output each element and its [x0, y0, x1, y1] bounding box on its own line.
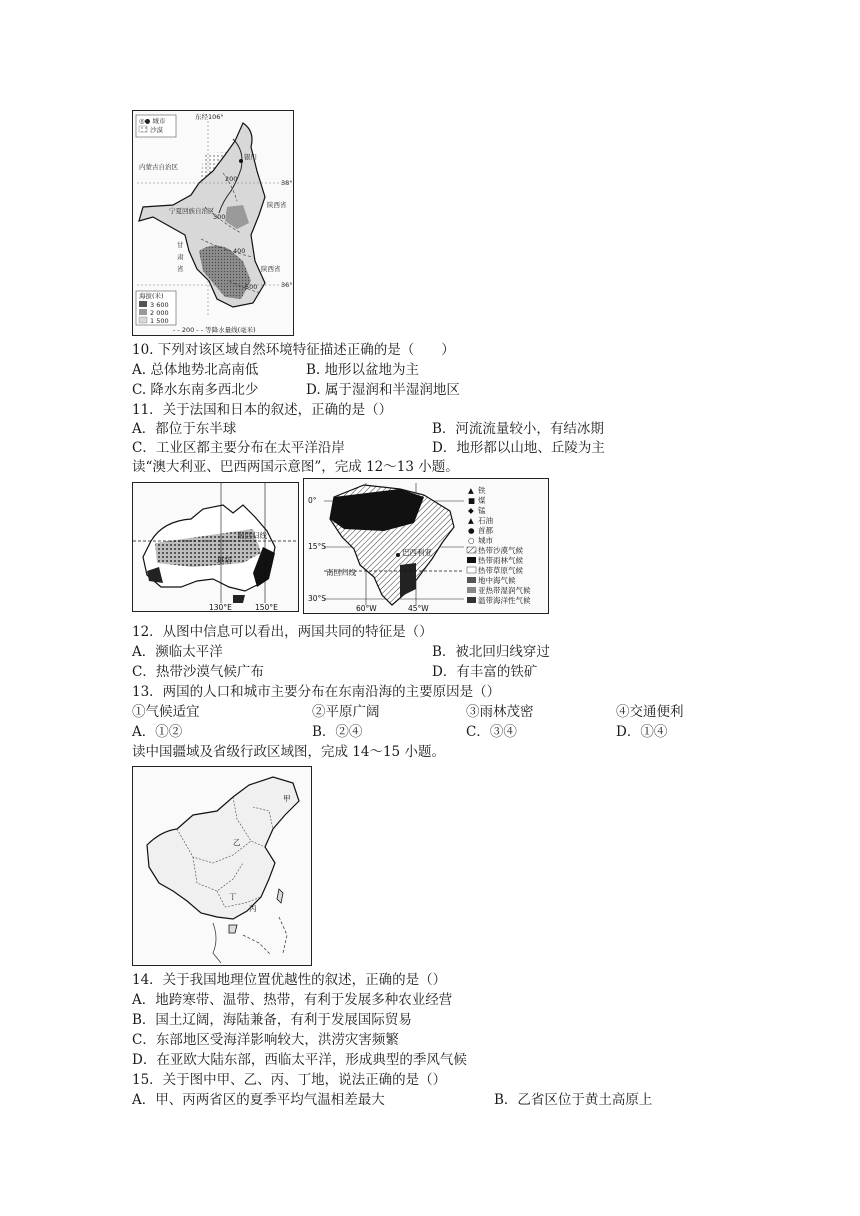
label-inner-mongolia: 内蒙古自治区 [139, 163, 178, 171]
label-ningxia: 宁夏回族自治区 [169, 207, 215, 215]
question-11-stem: 11．关于法国和日本的叙述，正确的是（） [132, 402, 393, 418]
q14-option-a: A．地跨寒带、温带、热带，有利于发展多种农业经营 [132, 992, 453, 1008]
legend-item: 石油 [478, 516, 493, 525]
city-yinchuan: 银川 [244, 153, 257, 161]
legend-desert: 沙漠 [150, 126, 163, 134]
legend-item: 铁 [478, 486, 486, 495]
q13-statement-3: ③雨林茂密 [466, 704, 534, 720]
label-tropic-capricorn-b: 南回归线 [326, 568, 356, 577]
question-10-stem: 10. 下列对该区域自然环境特征描述正确的是（ ） [132, 342, 455, 358]
q14-option-d: D．在亚欧大陆东部，西临太平洋，形成典型的季风气候 [132, 1052, 467, 1068]
china-map-figure [132, 766, 312, 966]
q12-option-a: A．濒临太平洋 [132, 644, 223, 660]
legend-city: ◎● 城市 [139, 117, 166, 125]
legend-item: 热带雨林气候 [478, 556, 523, 565]
legend-symbol-icon: ■ [468, 496, 476, 505]
label-brasilia: 巴西利亚 [402, 548, 432, 557]
q13-statement-4: ④交通便利 [616, 704, 684, 720]
brazil-map-figure [303, 478, 549, 614]
label-gansu-1: 甘 [177, 241, 184, 249]
legend-item: 城市 [478, 536, 493, 545]
q14-option-c: C．东部地区受海洋影响较大，洪涝灾害频繁 [132, 1032, 399, 1048]
q13-option-c: C．③④ [466, 724, 517, 740]
legend-symbol-icon: ▲ [468, 516, 474, 525]
elevation-value: 1 500 [150, 317, 169, 325]
isohyet-400: 400 [233, 247, 246, 255]
isohyet-500: 500 [245, 283, 258, 291]
label-gansu-3: 省 [177, 265, 184, 273]
q10-option-a: A. 总体地势北高南低 [132, 362, 259, 378]
map-legend [467, 485, 531, 605]
legend-item: 亚热带湿润气候 [478, 586, 531, 595]
label-ding: 丁 [229, 892, 237, 901]
label-tropic-capricorn: 南回归线 [237, 531, 267, 540]
label-jia: 甲 [283, 794, 291, 803]
q13-option-a: A．①② [132, 724, 183, 740]
intro-12-13: 读“澳大利亚、巴西两国示意图”，完成 12～13 小题。 [132, 459, 459, 475]
label-shaanxi-a: 陕西省 [267, 201, 287, 209]
q12-option-c: C．热带沙漠气候广布 [132, 664, 264, 680]
q11-option-c: C．工业区都主要分布在太平洋沿岸 [132, 440, 345, 456]
label-bing: 丙 [249, 904, 257, 913]
q15-option-a: A．甲、丙两省区的夏季平均气温相差最大 [132, 1092, 385, 1108]
q11-option-a: A．都位于东半球 [132, 421, 237, 437]
q10-option-c: C. 降水东南多西北少 [132, 382, 259, 398]
label-45w: 45°W [408, 604, 429, 613]
australia-map-figure [132, 482, 299, 612]
isohyet-legend: - - 200 - - 等降水量线(毫米) [173, 326, 256, 334]
label-150e: 150°E [255, 603, 278, 611]
lat-36: 36° [281, 281, 293, 289]
label-shaanxi-b: 陕西省 [261, 265, 281, 273]
legend-item: 首都 [478, 526, 493, 535]
q14-option-b: B．国土辽阔，海陆兼备，有利于发展国际贸易 [132, 1012, 412, 1028]
q13-statement-2: ②平原广阔 [312, 704, 380, 720]
legend-item: 地中海气候 [478, 576, 516, 585]
isohyet-300: 300 [213, 213, 226, 221]
legend-symbol-icon: ○ [468, 536, 475, 545]
elevation-value: 2 000 [150, 309, 169, 317]
question-13-stem: 13．两国的人口和城市主要分布在东南沿海的主要原因是（） [132, 684, 501, 700]
legend-symbol-icon: ▲ [468, 486, 474, 495]
question-12-stem: 12．从图中信息可以看出，两国共同的特征是（） [132, 624, 433, 640]
ningxia-map-figure [132, 110, 294, 336]
legend-symbol-icon: ◆ [468, 506, 474, 515]
label-yi: 乙 [233, 838, 241, 847]
legend-item: 锰 [478, 506, 486, 515]
q12-option-d: D．有丰富的铁矿 [432, 664, 538, 680]
label-60w: 60°W [356, 604, 377, 613]
label-gansu-2: 肃 [177, 253, 184, 261]
legend-symbol-icon: ● [468, 526, 475, 535]
intro-14-15: 读中国疆域及省级行政区域图，完成 14～15 小题。 [132, 744, 445, 760]
label-130e: 130°E [209, 603, 232, 611]
legend-item: 煤 [478, 496, 486, 505]
q10-option-b: B. 地形以盆地为主 [306, 362, 420, 378]
q13-option-b: B．②④ [312, 724, 363, 740]
legend-item: 热带草原气候 [478, 566, 523, 575]
q12-option-b: B．被北回归线穿过 [432, 644, 550, 660]
label-15s: 15°S [308, 542, 327, 551]
q11-option-b: B．河流流量较小，有结冰期 [432, 421, 604, 437]
legend-item: 温带海洋性气候 [478, 596, 531, 605]
elevation-legend-title: 海拔(米) [139, 292, 164, 300]
q13-statement-1: ①气候适宜 [132, 704, 200, 720]
elevation-value: 3 600 [150, 301, 169, 309]
isohyet-200: 200 [225, 175, 238, 183]
q13-option-d: D．①④ [616, 724, 668, 740]
q15-option-b: B．乙省区位于黄土高原上 [494, 1092, 653, 1108]
question-14-stem: 14．关于我国地理位置优越性的叙述，正确的是（） [132, 972, 447, 988]
label-0-deg: 0° [308, 496, 317, 505]
legend-item: 热带沙漠气候 [478, 546, 523, 555]
question-15-stem: 15．关于图中甲、乙、丙、丁地，说法正确的是（） [132, 1072, 447, 1088]
label-30s: 30°S [308, 594, 327, 603]
longitude-label: 东经106° [195, 113, 224, 121]
label-canberra: 堪培 [217, 556, 232, 565]
lat-38: 38° [281, 179, 293, 187]
q10-option-d: D. 属于湿润和半湿润地区 [306, 382, 460, 398]
q11-option-d: D．地形都以山地、丘陵为主 [432, 440, 605, 456]
